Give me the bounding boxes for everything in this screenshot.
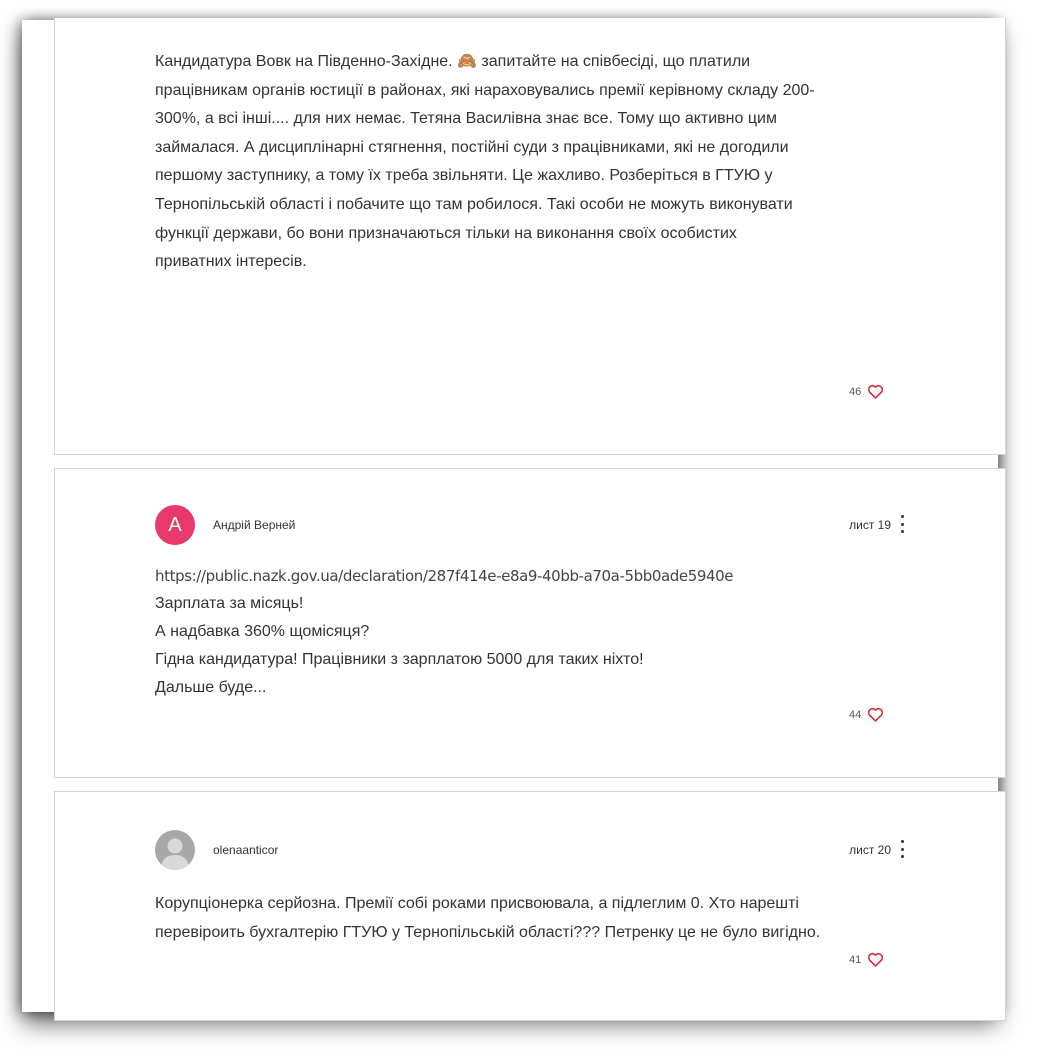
comment-line: перевіроить бухгалтерію ГТУЮ у Тернопільській області??? Петренку це не було вигідно.: [155, 924, 821, 941]
comment-line: А надбавка 360% щомісяця?: [155, 623, 370, 640]
like-count: 44: [849, 708, 862, 721]
comment-line: приватних інтересів.: [155, 253, 307, 271]
like-control[interactable]: [849, 952, 884, 967]
declaration-link[interactable]: https://public.nazk.gov.ua/declaration/287f414e-e8a9-40bb-a70a-5bb0ade5940e: [155, 567, 734, 585]
author-name[interactable]: olenaanticor: [213, 843, 279, 857]
heart-outline-icon[interactable]: [867, 384, 884, 399]
comment-line: першому заступнику, а тому їх треба звільняти. Це жахливо. Розберіться в ГТУЮ у: [155, 167, 773, 185]
like-count: 41: [849, 953, 862, 966]
comment-line: Кандидатура Вовк на Південно-Західне. 🙈 запитайте на співбесіді, що платили: [155, 53, 751, 70]
like-count: 46: [849, 385, 862, 398]
comment-header: [155, 505, 905, 545]
comment-text: [155, 889, 820, 947]
avatar[interactable]: [155, 505, 195, 545]
comment-line: Зарплата за місяць!: [155, 595, 304, 612]
more-options-icon[interactable]: [899, 515, 905, 533]
user-silhouette-icon: [155, 830, 195, 870]
author-name[interactable]: Андрій Верней: [213, 518, 296, 532]
comment-line: функції держави, бо вони призначаються тільки на виконання своїх особистих: [155, 224, 737, 242]
comment-date: лист 19: [849, 518, 891, 532]
heart-outline-icon[interactable]: [867, 952, 884, 967]
comment-line: 300%, а всі інші.... для них немає. Тетяна Василівна знає все. Тому що активно цим: [155, 110, 777, 128]
avatar-initial: A: [168, 513, 182, 536]
comment-text: [155, 48, 925, 277]
comment-line: працівникам органів юстиції в районах, які нараховувались премії керівному складу 200-: [155, 81, 815, 99]
comments-panel: [22, 20, 998, 1012]
comment-line: займалася. А дисциплінарні стягнення, постійні суди з працівниками, які не догодили: [155, 138, 789, 156]
comment-date: лист 20: [849, 843, 891, 857]
comment-card: [54, 468, 1006, 778]
comment-card: [54, 791, 1006, 1021]
more-options-icon[interactable]: [899, 840, 905, 858]
comment-card: [54, 18, 1006, 455]
comment-line: Корупціонерка серйозна. Премії собі роками присвоювала, а підлеглим 0. Хто нарешті: [155, 895, 799, 912]
comment-text: [155, 562, 733, 702]
like-control[interactable]: [849, 384, 884, 399]
avatar[interactable]: [155, 830, 195, 870]
like-control[interactable]: [849, 707, 884, 722]
heart-outline-icon[interactable]: [867, 707, 884, 722]
comment-line: Гідна кандидатура! Працівники з зарплатою 5000 для таких ніхто!: [155, 651, 644, 668]
comment-line: Дальше буде...: [155, 679, 267, 696]
comment-header: [155, 830, 905, 870]
comment-line: Тернопільській області і побачите що там робилося. Такі особи не можуть виконувати: [155, 195, 793, 213]
